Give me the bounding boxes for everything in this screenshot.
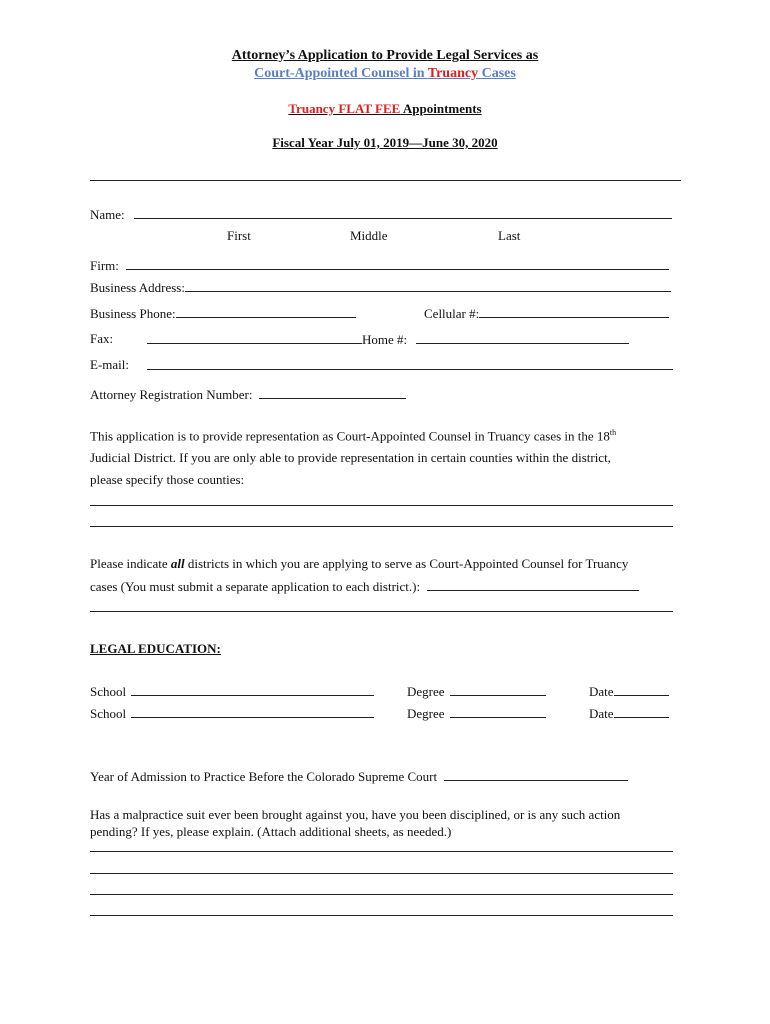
school-input-line[interactable] xyxy=(131,705,374,718)
registration-label: Attorney Registration Number: xyxy=(90,387,253,402)
business-phone-label: Business Phone: xyxy=(90,306,176,321)
header-divider xyxy=(90,180,681,181)
degree-field-2: Degree xyxy=(407,705,546,722)
districts-input-line[interactable] xyxy=(427,578,639,591)
firm-input-line[interactable] xyxy=(126,257,669,270)
name-label: Name: xyxy=(90,207,125,222)
representation-text-3: please specify those counties: xyxy=(90,472,245,487)
email-label: E-mail: xyxy=(90,357,129,372)
business-phone-field xyxy=(90,305,356,322)
districts-text-2: cases (You must submit a separate application to each district.): xyxy=(90,578,639,595)
school-input-line[interactable] xyxy=(131,683,374,696)
counties-line-2[interactable] xyxy=(90,526,673,527)
date-field-1: Date xyxy=(589,683,669,700)
firm-label: Firm: xyxy=(90,258,119,273)
date-input-line[interactable] xyxy=(614,705,669,718)
counties-line-1[interactable] xyxy=(90,505,673,506)
representation-text-1: This application is to provide representation as Court-Appointed Counsel in Truancy cases in the 18th xyxy=(90,428,617,444)
admission-field: Year of Admission to Practice Before the Colorado Supreme Court xyxy=(90,768,628,785)
degree-input-line[interactable] xyxy=(450,705,546,718)
name-input-line[interactable] xyxy=(134,206,672,219)
degree-input-line[interactable] xyxy=(450,683,546,696)
school-field-1: School xyxy=(90,683,374,700)
districts-text-1: Please indicate all districts in which you are applying to serve as Court-Appointed Counsel for Truancy xyxy=(90,556,629,571)
malpractice-line-3[interactable] xyxy=(90,894,673,895)
business-address-input-line[interactable] xyxy=(185,279,671,292)
form-title-line2: Court-Appointed Counsel in Truancy Cases xyxy=(254,66,516,81)
malpractice-line-4[interactable] xyxy=(90,915,673,916)
email-input-line[interactable] xyxy=(147,357,673,370)
name-field xyxy=(90,206,672,223)
districts-line-2[interactable] xyxy=(90,611,673,612)
malpractice-line-1[interactable] xyxy=(90,851,673,852)
fax-field xyxy=(147,331,629,348)
malpractice-text-1: Has a malpractice suit ever been brought against you, have you been disciplined, or is any such action xyxy=(90,807,621,822)
cellular-label: Cellular #: xyxy=(424,306,480,321)
fiscal-year: Fiscal Year July 01, 2019—June 30, 2020 xyxy=(272,135,498,150)
malpractice-line-2[interactable] xyxy=(90,873,673,874)
cellular-field xyxy=(424,305,669,322)
business-address-field xyxy=(90,279,671,296)
registration-input-line[interactable] xyxy=(259,386,406,399)
degree-field-1: Degree xyxy=(407,683,546,700)
representation-text-2: Judicial District. If you are only able to provide representation in certain counties within the district, xyxy=(90,450,611,465)
name-last-caption: Last xyxy=(498,228,521,243)
cellular-input-line[interactable] xyxy=(479,305,669,318)
firm-field xyxy=(90,257,669,274)
legal-education-heading: LEGAL EDUCATION: xyxy=(90,641,221,656)
home-input-line[interactable] xyxy=(416,331,629,344)
malpractice-text-2: pending? If yes, please explain. (Attach additional sheets, as needed.) xyxy=(90,824,452,839)
fax-input-line[interactable] xyxy=(147,331,362,344)
admission-input-line[interactable] xyxy=(444,768,628,781)
business-address-label: Business Address: xyxy=(90,280,185,295)
appointment-type: Truancy FLAT FEE Appointments xyxy=(288,101,482,116)
form-title: Attorney’s Application to Provide Legal Services as xyxy=(231,48,539,63)
business-phone-input-line[interactable] xyxy=(176,305,356,318)
fax-label: Fax: xyxy=(90,331,114,346)
name-first-caption: First xyxy=(227,228,251,243)
registration-field xyxy=(90,386,406,403)
date-field-2: Date xyxy=(589,705,669,722)
school-field-2: School xyxy=(90,705,374,722)
name-middle-caption: Middle xyxy=(350,228,388,243)
date-input-line[interactable] xyxy=(614,683,669,696)
home-label: Home #: xyxy=(362,332,408,347)
email-field xyxy=(147,357,673,374)
